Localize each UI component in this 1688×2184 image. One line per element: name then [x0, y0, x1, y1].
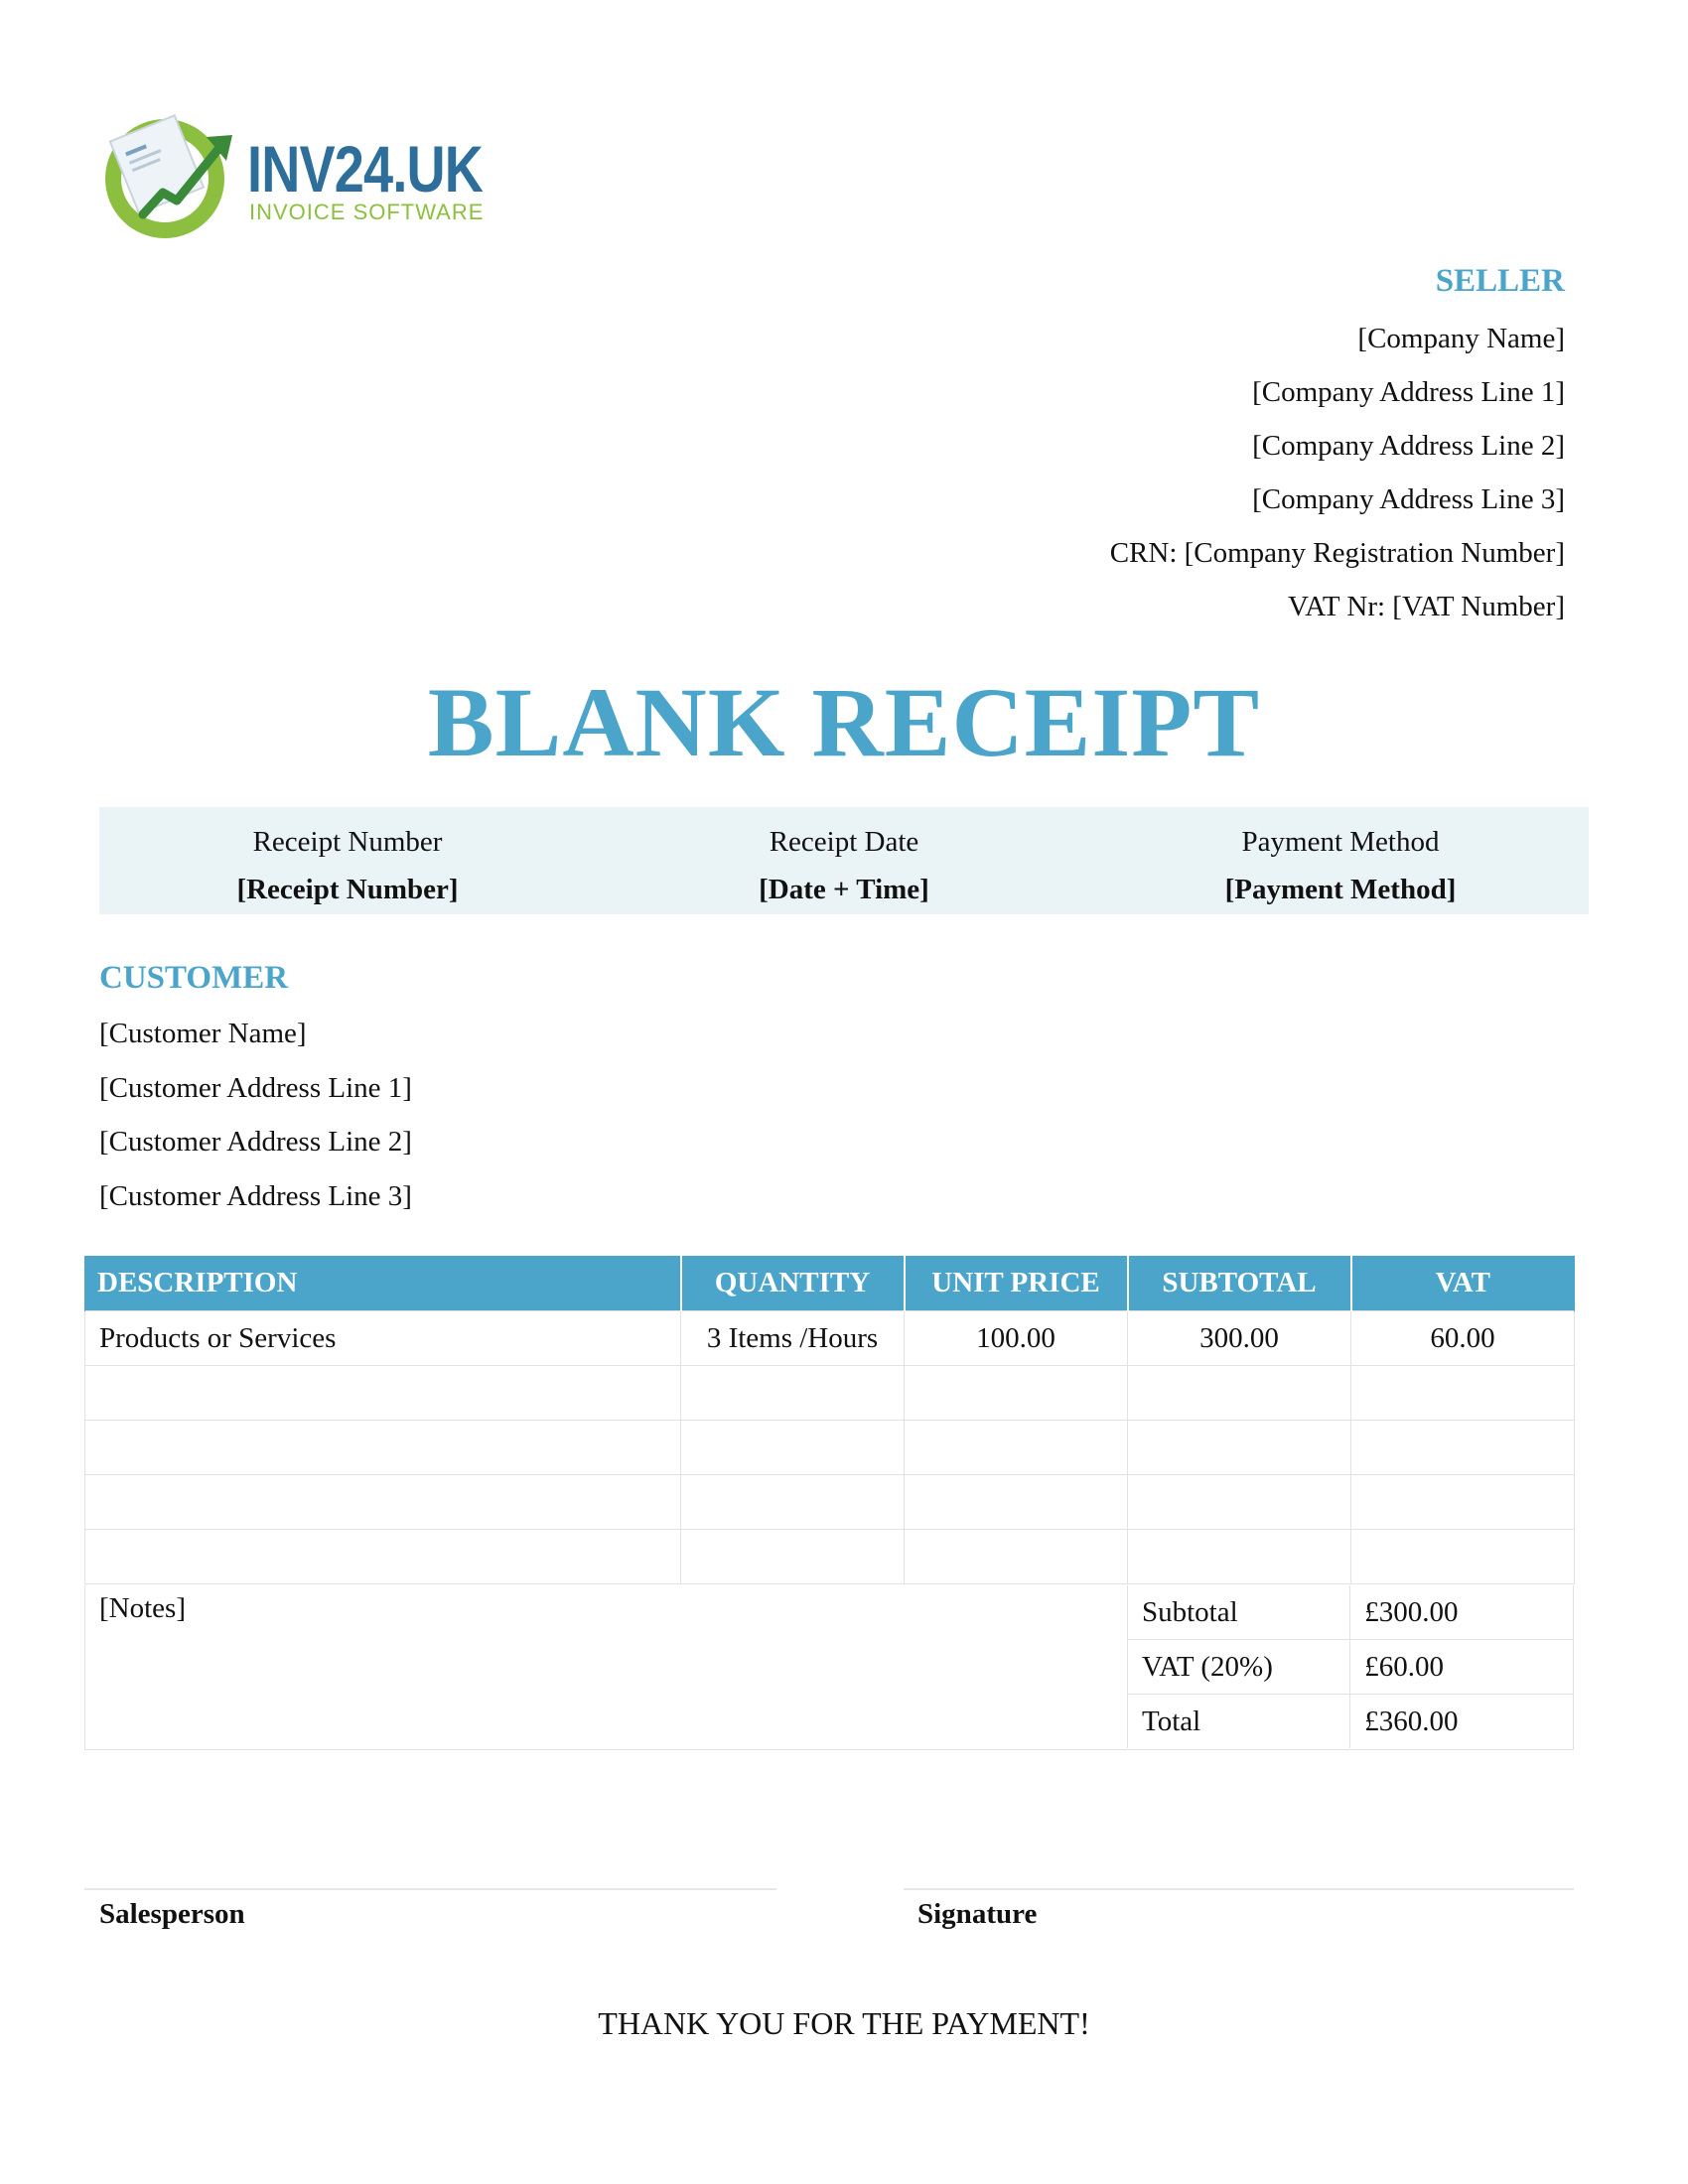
- seller-crn: CRN: [Company Registration Number]: [1109, 537, 1565, 569]
- thank-you-message: THANK YOU FOR THE PAYMENT!: [598, 2005, 1090, 2041]
- cell-unit-price: [905, 1475, 1128, 1530]
- cell-quantity: [681, 1475, 905, 1530]
- signature-line: [904, 1888, 1574, 1890]
- table-row: [85, 1311, 1575, 1366]
- totals-total-label: Total: [1128, 1695, 1350, 1749]
- table-row: [85, 1530, 1575, 1584]
- totals-subtotal-value: £300.00: [1350, 1585, 1573, 1640]
- customer-name: [Customer Name]: [99, 1018, 307, 1049]
- cell-subtotal: [1128, 1475, 1351, 1530]
- salesperson-signature-line: [84, 1888, 776, 1890]
- totals-row-total: [1128, 1695, 1574, 1749]
- table-row: [85, 1421, 1575, 1475]
- totals-row-vat: [1128, 1640, 1574, 1695]
- cell-subtotal: [1128, 1530, 1351, 1584]
- receipt-number-label: Receipt Number: [252, 826, 443, 858]
- column-header-description: DESCRIPTION: [85, 1256, 681, 1311]
- table-header-row: [85, 1256, 1575, 1311]
- cell-unit-price: 100.00: [905, 1311, 1128, 1366]
- column-header-unit-price: UNIT PRICE: [905, 1256, 1128, 1311]
- receipt-date-field: [596, 807, 1092, 914]
- column-header-vat: VAT: [1351, 1256, 1575, 1311]
- cell-description: [85, 1475, 681, 1530]
- cell-vat: [1351, 1421, 1575, 1475]
- cell-vat: [1351, 1475, 1575, 1530]
- cell-description: [85, 1366, 681, 1421]
- notes-text: [Notes]: [99, 1592, 186, 1624]
- cell-description: [85, 1530, 681, 1584]
- seller-address-line-3: [Company Address Line 3]: [1252, 483, 1565, 515]
- logo-graphic-icon: [103, 107, 242, 246]
- table-row: [85, 1475, 1575, 1530]
- cell-subtotal: [1128, 1421, 1351, 1475]
- column-header-quantity: QUANTITY: [681, 1256, 905, 1311]
- receipt-meta-band: [99, 807, 1589, 914]
- customer-heading: CUSTOMER: [99, 960, 289, 996]
- totals-vat-label: VAT (20%): [1128, 1640, 1350, 1695]
- totals-total-value: £360.00: [1350, 1695, 1573, 1749]
- customer-address-line-3: [Customer Address Line 3]: [99, 1179, 412, 1212]
- customer-address-line-1: [Customer Address Line 1]: [99, 1071, 412, 1104]
- cell-subtotal: [1128, 1366, 1351, 1421]
- seller-address-line-1: [Company Address Line 1]: [1252, 376, 1565, 408]
- summary-section: [84, 1585, 1574, 1750]
- cell-quantity: [681, 1530, 905, 1584]
- document-title: BLANK RECEIPT: [427, 667, 1261, 777]
- seller-heading: SELLER: [1435, 263, 1565, 299]
- cell-unit-price: [905, 1366, 1128, 1421]
- seller-company-name: [Company Name]: [1357, 323, 1565, 354]
- column-header-subtotal: SUBTOTAL: [1128, 1256, 1351, 1311]
- cell-quantity: 3 Items /Hours: [681, 1311, 905, 1366]
- cell-description: [85, 1421, 681, 1475]
- totals-table: [1127, 1585, 1573, 1748]
- table-row: [85, 1366, 1575, 1421]
- logo-brand-text: INV24.UK: [247, 132, 484, 205]
- salesperson-label: Salesperson: [99, 1898, 245, 1930]
- totals-row-subtotal: [1128, 1585, 1574, 1640]
- cell-subtotal: 300.00: [1128, 1311, 1351, 1366]
- customer-address-line-2: [Customer Address Line 2]: [99, 1126, 412, 1158]
- payment-method-value: [Payment Method]: [1224, 874, 1457, 905]
- customer-block: [99, 955, 412, 1223]
- seller-block: [771, 258, 1565, 633]
- signature-label: Signature: [917, 1898, 1038, 1930]
- cell-vat: [1351, 1366, 1575, 1421]
- receipt-number-field: [99, 807, 596, 914]
- cell-description: Products or Services: [85, 1311, 681, 1366]
- items-table: [84, 1256, 1575, 1584]
- receipt-date-value: [Date + Time]: [759, 874, 929, 905]
- seller-vat-number: VAT Nr: [VAT Number]: [1288, 591, 1565, 622]
- receipt-date-label: Receipt Date: [769, 826, 919, 858]
- payment-method-label: Payment Method: [1241, 826, 1440, 858]
- totals-vat-value: £60.00: [1350, 1640, 1573, 1695]
- cell-quantity: [681, 1366, 905, 1421]
- cell-unit-price: [905, 1530, 1128, 1584]
- cell-vat: [1351, 1530, 1575, 1584]
- cell-unit-price: [905, 1421, 1128, 1475]
- seller-address-line-2: [Company Address Line 2]: [1252, 430, 1565, 462]
- cell-quantity: [681, 1421, 905, 1475]
- receipt-number-value: [Receipt Number]: [236, 874, 459, 905]
- company-logo: [103, 107, 500, 246]
- payment-method-field: [1092, 807, 1589, 914]
- logo-tagline: INVOICE SOFTWARE: [249, 200, 485, 224]
- cell-vat: 60.00: [1351, 1311, 1575, 1366]
- totals-subtotal-label: Subtotal: [1128, 1585, 1350, 1640]
